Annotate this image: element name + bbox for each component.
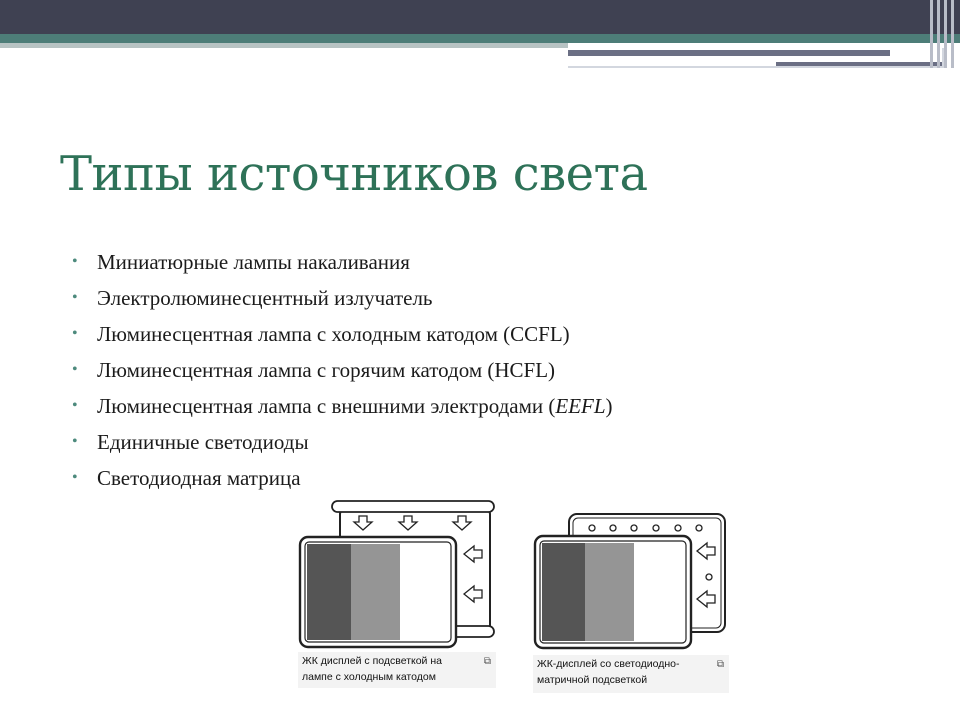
header-tab-line <box>568 50 890 56</box>
bullet-dot-icon: • <box>72 253 78 270</box>
bullet-dot-icon: • <box>72 289 78 306</box>
ccfl-display-illustration <box>298 498 496 652</box>
enlarge-icon[interactable]: ⧉ <box>483 656 491 667</box>
bullet-dot-icon: • <box>72 469 78 486</box>
bullet-dot-icon: • <box>72 325 78 342</box>
bullet-text-before: Люминесцентная лампа с внешними электродами ( <box>97 394 556 418</box>
header-stripes <box>928 0 960 68</box>
caption-line: ЖК-дисплей со светодиодно- <box>537 658 680 670</box>
bullet-text-italic: EEFL <box>555 394 606 418</box>
header-tab-line-small <box>776 62 942 66</box>
figure-caption <box>298 652 496 688</box>
bullet-item <box>72 352 613 388</box>
bullet-text: Миниатюрные лампы накаливания <box>97 250 410 274</box>
led-matrix-display-illustration <box>533 511 729 655</box>
figure-ccfl <box>298 498 496 688</box>
bullet-item <box>72 424 613 460</box>
bullet-dot-icon: • <box>72 361 78 378</box>
bullet-text: Светодиодная матрица <box>97 466 301 490</box>
bullet-dot-icon: • <box>72 397 78 414</box>
bullet-text: Электролюминесцентный излучатель <box>97 286 433 310</box>
bullet-list <box>72 244 613 496</box>
bullet-text: Единичные светодиоды <box>97 430 309 454</box>
bullet-item <box>72 460 613 496</box>
bullet-text: Люминесцентная лампа с горячим катодом (HCFL) <box>97 358 556 382</box>
bullet-text-after: ) <box>605 394 613 418</box>
caption-line: ЖК дисплей с подсветкой на <box>302 655 442 667</box>
bullet-text: Люминесцентная лампа с холодным катодом (CCFL) <box>97 322 570 346</box>
enlarge-icon[interactable]: ⧉ <box>716 659 724 670</box>
figure-caption <box>533 655 729 693</box>
slide-title: Типы источников света <box>60 146 648 202</box>
bullet-item <box>72 280 613 316</box>
caption-line: лампе с холодным катодом <box>302 671 436 683</box>
bullet-item <box>72 316 613 352</box>
header-teal-band <box>0 34 960 43</box>
header-grey-band <box>0 43 568 48</box>
bullet-dot-icon: • <box>72 433 78 450</box>
header-dark-band <box>0 0 960 34</box>
figure-led-matrix <box>533 511 729 693</box>
caption-line: матричной подсветкой <box>537 674 648 686</box>
bullet-item <box>72 244 613 280</box>
bullet-item <box>72 388 613 424</box>
